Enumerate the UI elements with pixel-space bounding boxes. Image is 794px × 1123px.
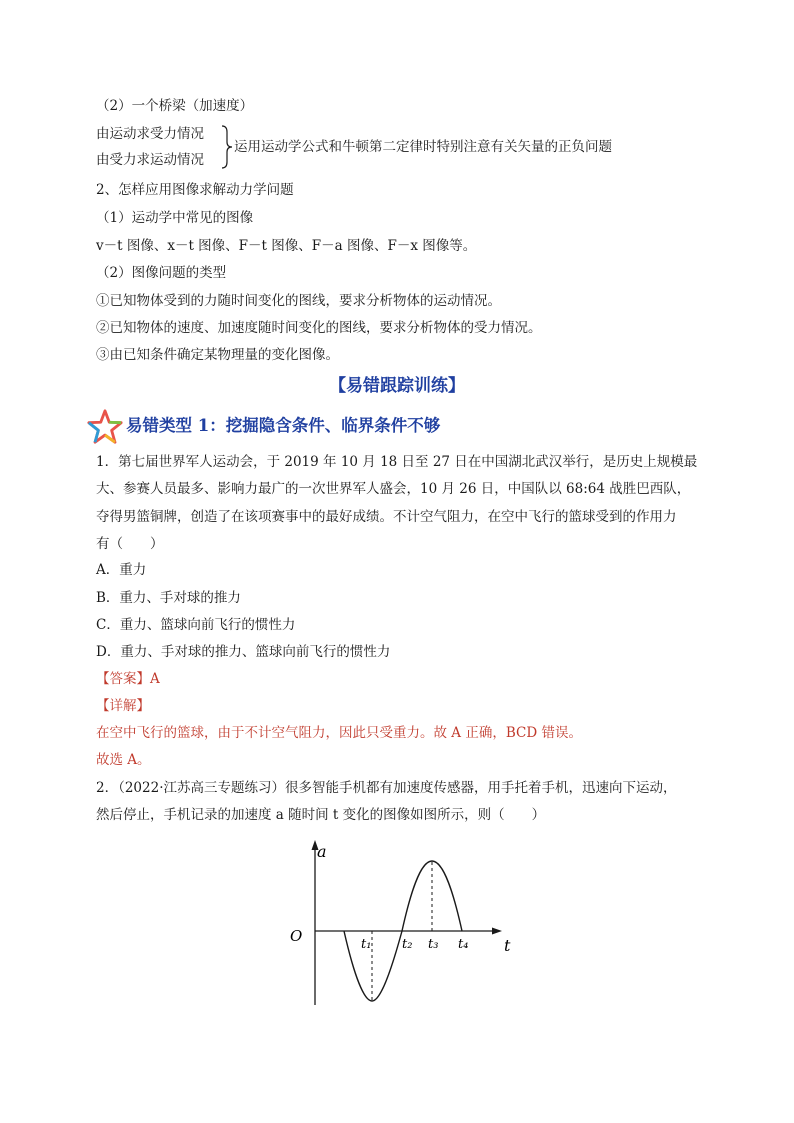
q2-line-1: 2．（2022·江苏高三专题练习）很多智能手机都有加速度传感器，用手托着手机，迅速向下运动， — [96, 780, 677, 796]
bridge-heading: （2）一个桥梁（加速度） — [96, 98, 254, 114]
types-heading: （2）图像问题的类型 — [96, 265, 227, 281]
q1-option-a: A．重力 — [96, 562, 147, 578]
q1-option-c: C．重力、篮球向前飞行的惯性力 — [96, 617, 296, 633]
q1-line-2: 大、参赛人员最多、影响力最广的一次世界军人盛会，10 月 26 日，中国队以 68:64 战胜巴西队， — [96, 481, 691, 497]
q1-detail-line-2: 故选 A。 — [96, 752, 151, 768]
type-1: ①已知物体受到的力随时间变化的图线，要求分析物体的运动情况。 — [96, 293, 501, 309]
acceleration-time-graph — [280, 835, 520, 1015]
brace-right: 运用运动学公式和牛顿第二定律时特别注意有关矢量的正负问题 — [234, 139, 612, 155]
type-3: ③由已知条件确定某物理量的变化图像。 — [96, 347, 339, 363]
q1-detail-label: 【详解】 — [96, 698, 150, 714]
common-graphs-heading: （1）运动学中常见的图像 — [96, 210, 254, 226]
q1-answer: 【答案】A — [96, 671, 160, 687]
origin-label: O — [290, 927, 303, 945]
training-title: 【易错跟踪训练】 — [329, 376, 465, 396]
brace-left-1: 由运动求受力情况 — [96, 126, 204, 142]
q1-option-b: B．重力、手对球的推力 — [96, 590, 241, 606]
tick-t2: t₂ — [402, 937, 413, 952]
brace-left-2: 由受力求运动情况 — [96, 152, 204, 168]
x-axis-label: t — [504, 936, 511, 955]
tick-t1: t₁ — [361, 937, 372, 952]
q1-detail-line-1: 在空中飞行的篮球，由于不计空气阻力，因此只受重力。故 A 正确，BCD 错误。 — [96, 725, 582, 741]
common-graphs-list: v－t 图像、x－t 图像、F－t 图像、F－a 图像、F－x 图像等。 — [96, 238, 477, 254]
y-axis-label: a — [317, 842, 327, 861]
star-icon — [86, 408, 124, 446]
curly-brace-icon — [220, 124, 234, 170]
tick-t3: t₃ — [428, 937, 439, 952]
x-axis-arrow-icon — [492, 928, 502, 935]
q1-line-1: 1．第七届世界军人运动会，于 2019 年 10 月 18 日至 27 日在中国湖北武汉举行，是历史上规模最 — [96, 454, 698, 470]
type-2: ②已知物体的速度、加速度随时间变化的图线，要求分析物体的受力情况。 — [96, 320, 542, 336]
q2-line-2: 然后停止，手机记录的加速度 a 随时间 t 变化的图像如图所示，则（ ） — [96, 807, 546, 823]
q1-option-d: D．重力、手对球的推力、篮球向前飞行的惯性力 — [96, 644, 391, 660]
q1-line-3: 夺得男篮铜牌，创造了在该项赛事中的最好成绩。不计空气阻力，在空中飞行的篮球受到的作用力 — [96, 509, 677, 525]
q1-line-4: 有（ ） — [96, 536, 164, 552]
q2-heading: 2、怎样应用图像求解动力学问题 — [96, 182, 294, 198]
tick-t4: t₄ — [458, 937, 469, 952]
error-type-title: 易错类型 1：挖掘隐含条件、临界条件不够 — [126, 416, 441, 435]
